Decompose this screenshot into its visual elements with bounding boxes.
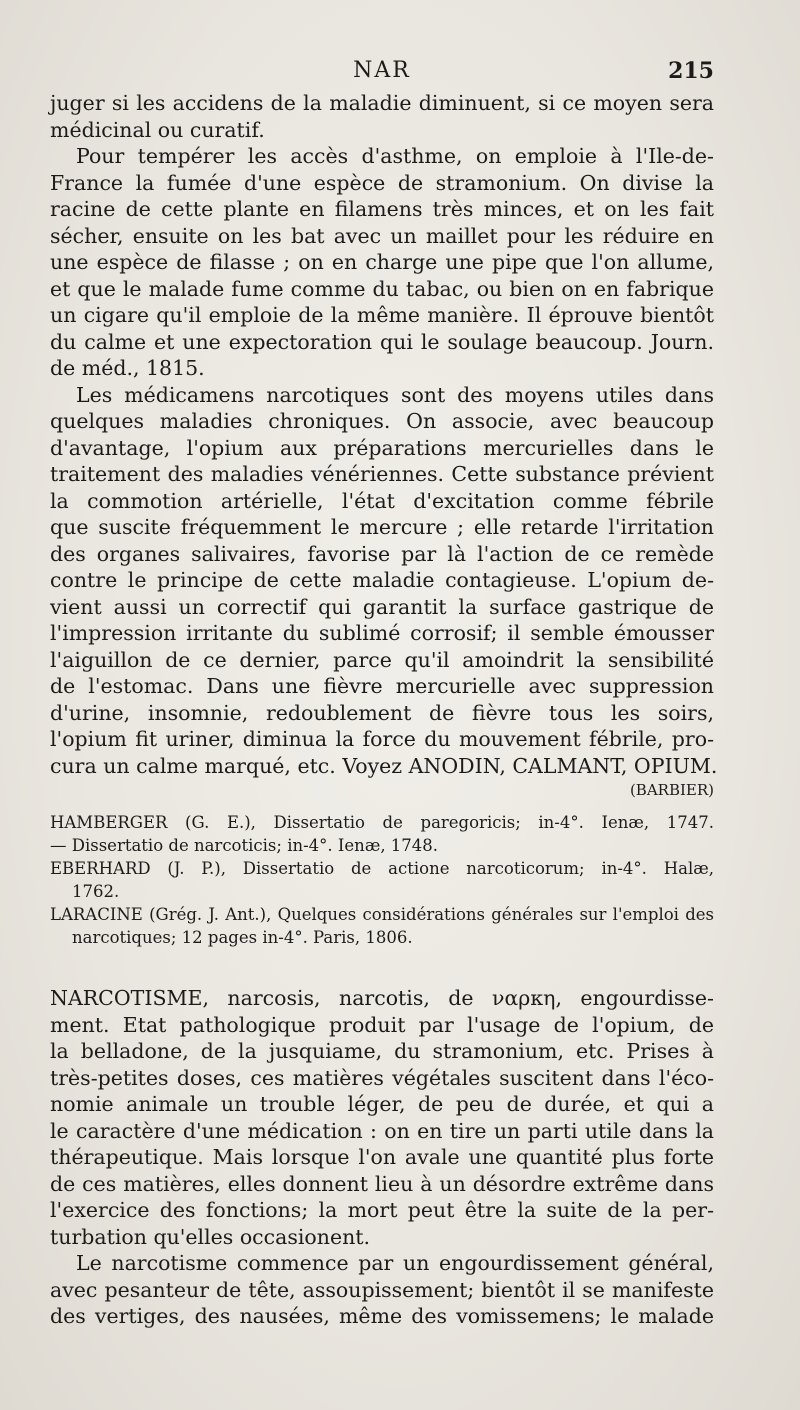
text-line: racine de cette plante en filamens très minces, et on les fait [50,197,714,221]
text-line: que suscite fréquemment le mercure ; elle retarde l'irritation [50,515,714,539]
text-line: de méd., 1815. [50,356,205,380]
text-line: la commotion artérielle, l'état d'excitation comme fébrile [50,488,714,513]
reference-line: EBERHARD (J. P.), Dissertatio de actione narcoticorum; in-4°. Halæ, [50,859,714,878]
text-line: thérapeutique. Mais lorsque l'on avale une quantité plus forte [50,1145,714,1169]
text-line: vient aussi un correctif qui garantit la surface gastrique de [50,594,714,619]
entry-narcotisme [50,985,714,1250]
text-line: la belladone, de la jusquiame, du stramonium, etc. Prises à [50,1039,714,1063]
page-header [50,58,714,88]
text-line: un cigare qu'il emploie de la même manière. Il éprouve bientôt [50,303,714,327]
text-line: des organes salivaires, favorise par là l'action de ce remède [50,541,714,566]
page-body [50,90,718,1330]
paragraph-continued [50,90,714,143]
text-line: ment. Etat pathologique produit par l'usage de l'opium, de [50,1012,714,1037]
author-signature: (BARBIER) [629,781,714,799]
reference-line: LARACINE (Grég. J. Ant.), Quelques considérations générales sur l'emploi des [50,905,714,924]
text-line: une espèce de filasse ; on en charge une pipe que l'on allume, [50,250,714,274]
paragraph-medicamens [50,382,718,802]
bibliography [50,811,714,949]
running-head: NAR [353,58,411,83]
text-line: et que le malade fume comme du tabac, ou bien on en fabrique [50,276,714,301]
text-line: sécher, ensuite on les bat avec un maillet pour les réduire en [50,223,714,248]
text-line: des vertiges, des nausées, même des vomissemens; le malade [50,1304,714,1328]
text-line: avec pesanteur de tête, assoupissement; bientôt il se manifeste [50,1277,714,1302]
text-line: Pour tempérer les accès d'asthme, on emploie à l'Ile-de- [76,144,714,168]
text-line: nomie animale un trouble léger, de peu de durée, et qui a [50,1092,714,1116]
text-line: contre le principe de cette maladie contagieuse. L'opium de- [50,568,714,592]
page-number: 215 [668,58,714,84]
text-line: cura un calme marqué, etc. Voyez ANODIN, CALMANT, OPIUM. [50,753,718,778]
reference-line: HAMBERGER (G. E.), Dissertatio de paregoricis; in-4°. Ienæ, 1747. [50,813,714,832]
paragraph-narcotisme-commence [50,1250,714,1330]
text-line: Le narcotisme commence par un engourdissement général, [76,1251,714,1275]
reference-line: 1762. [72,882,120,901]
text-line: d'avantage, l'opium aux préparations mercurielles dans le [50,435,714,460]
text-line: Les médicamens narcotiques sont des moyens utiles dans [76,382,714,407]
text-line: très-petites doses, ces matières végétales suscitent dans l'éco- [50,1065,714,1090]
text-line: du calme et une expectoration qui le soulage beaucoup. Journ. [50,329,714,354]
text-line: turbation qu'elles occasionent. [50,1224,371,1249]
text-line: d'urine, insomnie, redoublement de fièvre tous les soirs, [50,700,714,725]
text-line: l'exercice des fonctions; la mort peut être la suite de la per- [50,1198,714,1222]
text-line: l'aiguillon de ce dernier, parce qu'il amoindrit la sensibilité [50,647,714,672]
text-line: juger si les accidens de la maladie diminuent, si ce moyen sera [50,91,714,115]
text-line: quelques maladies chroniques. On associe, avec beaucoup [50,409,714,433]
text-line: médicinal ou curatif. [50,117,265,142]
text-line: de l'estomac. Dans une fièvre mercurielle avec suppression [50,674,714,698]
text-line: l'opium fit uriner, diminua la force du mouvement fébrile, pro- [50,727,714,751]
text-line: l'impression irritante du sublimé corrosif; il semble émousser [50,621,714,645]
paragraph-asthme [50,143,714,382]
entry-first-line: NARCOTISME, narcosis, narcotis, de ναρκη, engourdisse- [50,986,714,1010]
text-line: traitement des maladies vénériennes. Cette substance prévient [50,462,714,486]
text-line: de ces matières, elles donnent lieu à un désordre extrême dans [50,1171,714,1196]
reference-line: narcotiques; 12 pages in-4°. Paris, 1806. [72,928,413,947]
section-gap [50,949,714,985]
text-line: France la fumée d'une espèce de stramonium. On divise la [50,170,714,195]
reference-line: — Dissertatio de narcoticis; in-4°. Ienæ, 1748. [50,836,439,855]
text-line: le caractère d'une médication : on en tire un parti utile dans la [50,1118,714,1143]
